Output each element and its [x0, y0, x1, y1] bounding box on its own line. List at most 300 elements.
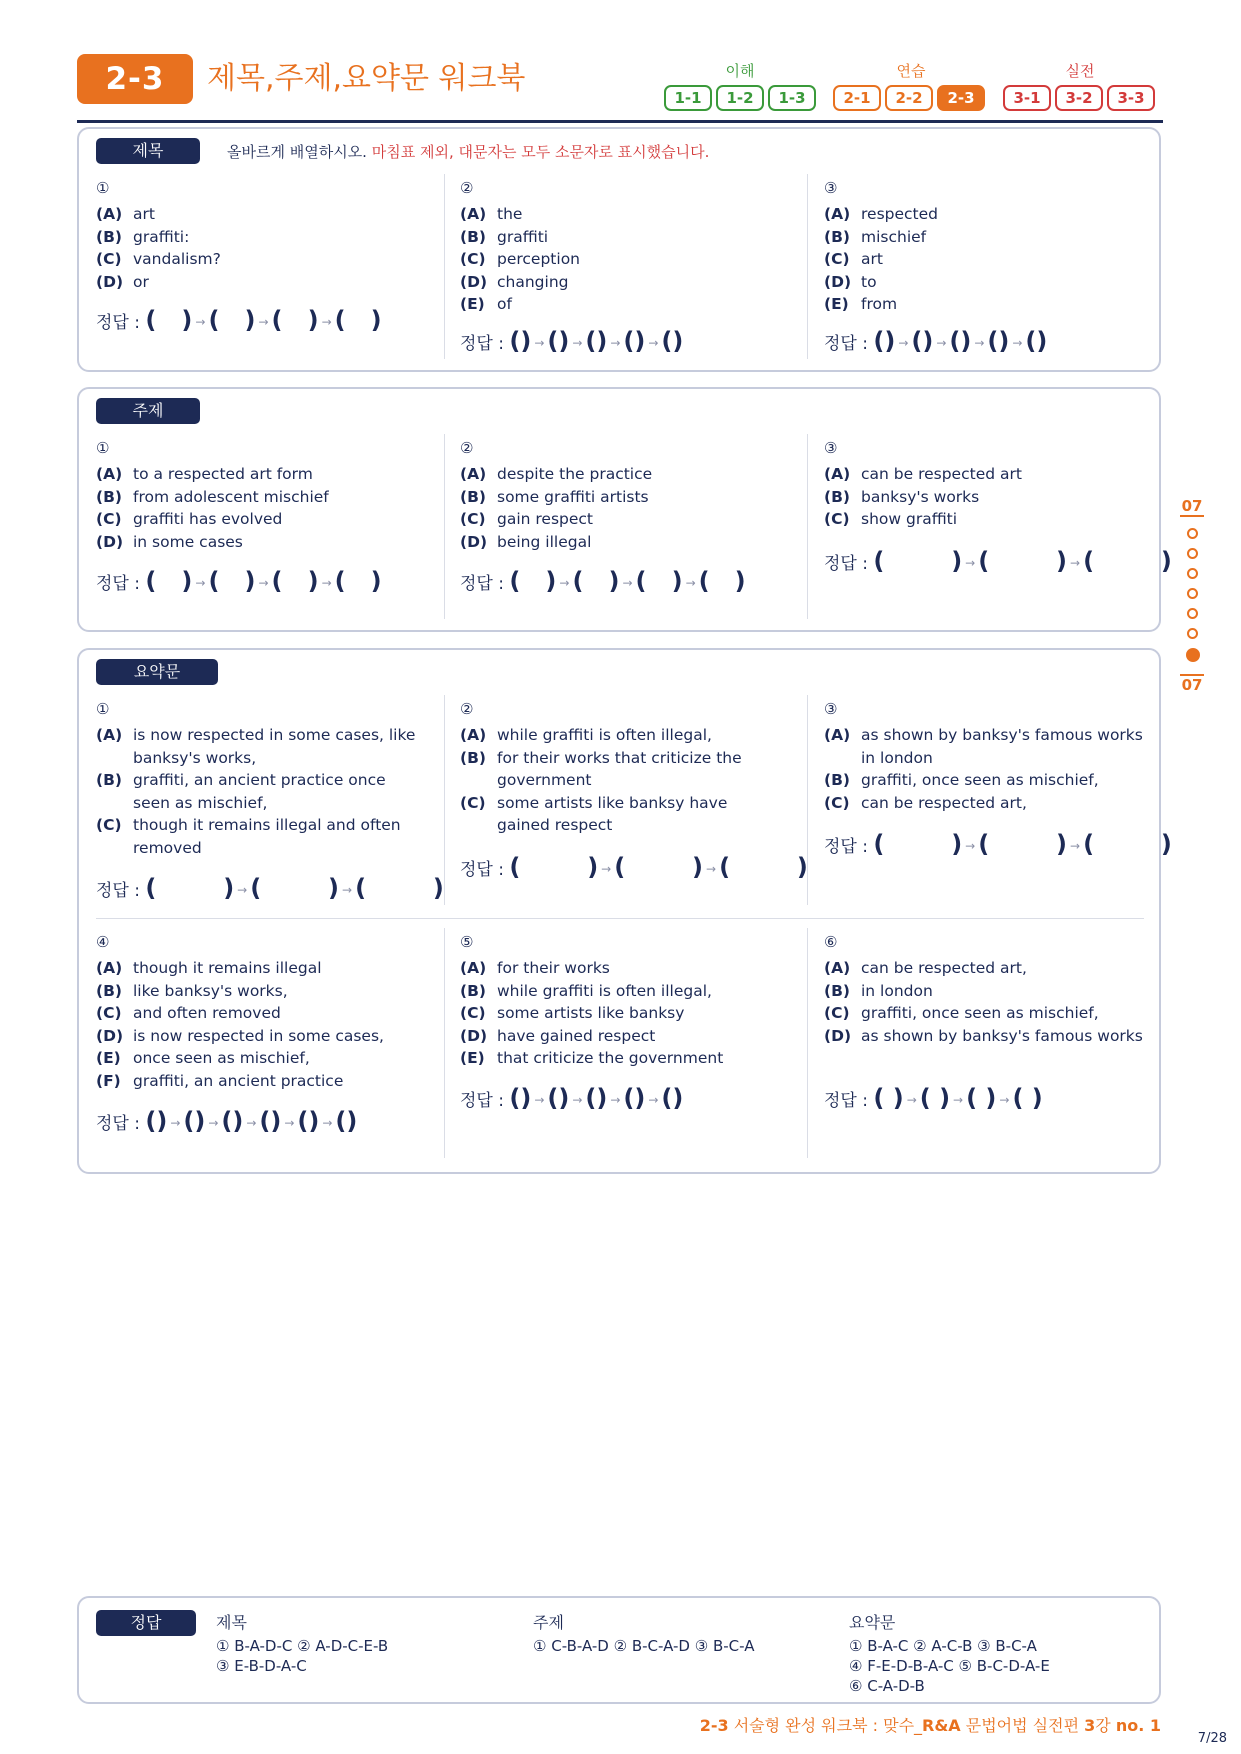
group-label-understand: 이해: [725, 62, 755, 80]
question-number: ③: [824, 179, 838, 197]
question-number: ①: [96, 700, 110, 718]
question-number: ②: [460, 439, 474, 457]
answer-slot[interactable]: (): [335, 1107, 358, 1135]
option-text: graffiti:: [133, 227, 190, 246]
option-letter: (C): [96, 510, 122, 529]
option-letter: (C): [460, 250, 486, 269]
answer-slot[interactable]: (): [1025, 327, 1048, 355]
option-item: [824, 248, 1154, 271]
arrow-icon: →: [559, 576, 570, 590]
option-item: [96, 1047, 426, 1070]
question-block: [96, 179, 426, 293]
answer-key-topic-heading: 주제: [533, 1613, 564, 1632]
arrow-icon: →: [974, 336, 985, 350]
answer-blank[interactable]: [96, 874, 444, 902]
arrow-icon: →: [1070, 839, 1081, 853]
answer-label: 정답 :: [460, 334, 504, 354]
question-block: [460, 179, 790, 316]
option-text: graffiti has evolved: [133, 510, 283, 529]
option-text: for their works: [497, 959, 610, 977]
answer-slot[interactable]: (): [183, 1107, 206, 1135]
section-label-title: 제목: [96, 138, 200, 164]
option-text: despite the practice: [497, 465, 653, 483]
answer-slot[interactable]: ( ): [271, 306, 319, 334]
answer-slot[interactable]: (): [623, 1084, 646, 1112]
option-item: [824, 508, 1154, 531]
option-item: [96, 271, 426, 294]
header-rule: [77, 120, 1163, 123]
answer-blank[interactable]: [824, 547, 1172, 575]
answer-label: 정답 :: [824, 1091, 868, 1111]
answer-blank[interactable]: [824, 1084, 1043, 1112]
answer-label: 정답 :: [96, 1114, 140, 1134]
option-letter: (C): [96, 1004, 122, 1023]
option-item: [460, 980, 790, 1003]
column-divider: [444, 174, 445, 359]
question-number: ④: [96, 933, 110, 951]
arrow-icon: →: [898, 336, 909, 350]
progress-dot: [1187, 628, 1198, 639]
arrow-icon: →: [999, 1093, 1010, 1107]
option-item: [460, 1025, 790, 1048]
answer-slot[interactable]: (): [547, 1084, 570, 1112]
arrow-icon: →: [601, 862, 612, 876]
answer-slot[interactable]: ( ): [509, 853, 599, 881]
option-text: some artists like banksy have gained respect: [497, 793, 728, 835]
arrow-icon: →: [195, 315, 206, 329]
option-item: [824, 271, 1154, 294]
answer-slot[interactable]: (): [873, 327, 896, 355]
answer-slot[interactable]: (): [547, 327, 570, 355]
answer-slot[interactable]: (): [949, 327, 972, 355]
option-letter: (D): [96, 272, 124, 291]
option-text: graffiti, an ancient practice: [133, 1071, 344, 1090]
option-text: as shown by banksy's famous works in london: [861, 726, 1143, 767]
option-letter: (B): [460, 981, 486, 1000]
option-letter: (A): [460, 205, 487, 223]
option-text: changing: [497, 272, 569, 291]
answer-blank[interactable]: [460, 327, 683, 355]
option-item: [824, 957, 1154, 980]
option-text: graffiti, once seen as mischief,: [861, 771, 1099, 790]
option-item: [824, 1025, 1154, 1048]
arrow-icon: →: [648, 336, 659, 350]
option-item: [824, 226, 1154, 249]
answer-slot[interactable]: ( ): [919, 1084, 951, 1112]
option-item: [460, 747, 780, 792]
answer-key-summary-line: ① B-A-C ② A-C-B ③ B-C-A: [849, 1637, 1037, 1655]
column-divider: [444, 695, 445, 905]
option-text: perception: [497, 250, 580, 269]
answer-slot[interactable]: (): [585, 1084, 608, 1112]
option-item: [460, 248, 790, 271]
option-item: [824, 486, 1154, 509]
option-letter: (D): [824, 1026, 852, 1045]
option-item: [96, 814, 416, 859]
answer-blank[interactable]: [460, 567, 746, 595]
page-counter: 7/28: [1197, 1731, 1227, 1746]
question-number: ②: [460, 700, 474, 718]
question-block: [96, 933, 426, 1093]
option-letter: (A): [824, 726, 851, 744]
arrow-icon: →: [610, 1093, 621, 1107]
row-divider: [96, 918, 1144, 919]
option-text: in london: [861, 981, 933, 1000]
option-letter: (A): [96, 205, 123, 223]
arrow-icon: →: [170, 1116, 181, 1130]
option-text: to a respected art form: [133, 465, 313, 483]
option-letter: (C): [824, 1004, 850, 1023]
answer-slot[interactable]: (): [987, 327, 1010, 355]
answer-label: 정답 :: [460, 574, 504, 594]
option-text: as shown by banksy's famous works: [861, 1026, 1143, 1045]
option-letter: (B): [824, 487, 850, 506]
question-block: [460, 700, 780, 837]
option-item: [460, 508, 790, 531]
arrow-icon: →: [706, 862, 717, 876]
option-text: though it remains illegal: [133, 959, 322, 977]
answer-slot[interactable]: ( ): [334, 567, 382, 595]
progress-dot: [1187, 568, 1198, 579]
option-item: [96, 1002, 426, 1025]
arrow-icon: →: [648, 1093, 659, 1107]
option-letter: (B): [96, 771, 122, 790]
option-letter: (D): [460, 532, 488, 551]
option-item: [460, 957, 790, 980]
option-text: or: [133, 272, 149, 291]
option-text: some artists like banksy: [497, 1004, 685, 1023]
page-title: 제목,주제,요약문 워크북: [207, 61, 526, 96]
question-number: ②: [460, 179, 474, 197]
option-text: vandalism?: [133, 250, 221, 269]
option-item: [824, 293, 1154, 316]
arrow-icon: →: [572, 336, 583, 350]
answer-slot[interactable]: ( ): [208, 567, 256, 595]
answer-blank[interactable]: [96, 306, 382, 334]
option-text: show graffiti: [861, 510, 958, 529]
option-letter: (D): [96, 1026, 124, 1045]
question-block: [460, 439, 790, 553]
answer-slot[interactable]: (): [509, 1084, 532, 1112]
column-divider: [444, 928, 445, 1158]
answer-slot[interactable]: ( ): [509, 567, 557, 595]
title-section: [77, 127, 1161, 372]
progress-dot: [1187, 548, 1198, 559]
nav-button-1-2[interactable]: 1-2: [716, 85, 764, 111]
option-letter: (C): [460, 510, 486, 529]
question-block: [96, 439, 426, 553]
answer-slot[interactable]: ( ): [145, 874, 235, 902]
answer-slot[interactable]: (): [145, 1107, 168, 1135]
option-text: of: [497, 295, 512, 314]
answer-slot[interactable]: (): [623, 327, 646, 355]
topic-section: [77, 387, 1172, 632]
answer-slot[interactable]: ( ): [271, 567, 319, 595]
question-block: [460, 933, 790, 1070]
option-text: in some cases: [133, 532, 243, 551]
option-text: while graffiti is often illegal,: [497, 981, 712, 1000]
option-letter: (D): [96, 532, 124, 551]
question-block: [824, 933, 1154, 1047]
option-text: graffiti: [497, 227, 549, 246]
option-letter: (B): [460, 227, 486, 246]
option-text: for their works that criticize the government: [497, 748, 742, 790]
arrow-icon: →: [965, 556, 976, 570]
answer-slot[interactable]: (): [661, 327, 684, 355]
option-letter: (E): [96, 1049, 121, 1068]
option-item: [460, 531, 790, 554]
answer-key-box: [77, 1596, 1161, 1704]
answer-slot[interactable]: ( ): [250, 874, 340, 902]
option-text: art: [133, 205, 155, 223]
answer-slot[interactable]: (): [221, 1107, 244, 1135]
option-text: mischief: [861, 227, 927, 246]
answer-slot[interactable]: ( ): [614, 853, 704, 881]
progress-dot: [1187, 528, 1198, 539]
option-letter: (A): [460, 465, 487, 483]
option-text: the: [497, 205, 523, 223]
option-text: is now respected in some cases, like banksy's works,: [133, 726, 416, 767]
option-letter: (A): [460, 959, 487, 977]
option-letter: (A): [96, 726, 123, 744]
option-item: [460, 226, 790, 249]
option-text: art: [861, 250, 883, 269]
answer-slot[interactable]: ( ): [873, 547, 963, 575]
option-item: [96, 1070, 426, 1093]
answer-slot[interactable]: ( ): [1083, 830, 1172, 858]
answer-slot[interactable]: (): [509, 327, 532, 355]
answer-blank[interactable]: [824, 327, 1047, 355]
question-number: ⑥: [824, 933, 838, 951]
nav-button-2-2[interactable]: 2-2: [885, 85, 933, 111]
arrow-icon: →: [258, 576, 269, 590]
lesson-number-badge: 2-3: [77, 54, 193, 104]
arrow-icon: →: [953, 1093, 964, 1107]
option-letter: (B): [824, 771, 850, 790]
answer-label: 정답 :: [96, 881, 140, 901]
answer-blank[interactable]: [824, 830, 1172, 858]
answer-slot[interactable]: ( ): [719, 853, 808, 881]
answer-label: 정답 :: [824, 334, 868, 354]
option-letter: (A): [460, 726, 487, 744]
answer-key-summary-line: ⑥ C-A-D-B: [849, 1677, 925, 1695]
answer-slot[interactable]: ( ): [873, 830, 963, 858]
answer-blank[interactable]: [460, 853, 808, 881]
section-label-summary: 요약문: [96, 659, 218, 685]
section-label-topic: 주제: [96, 398, 200, 424]
answer-slot[interactable]: ( ): [208, 306, 256, 334]
option-item: [96, 1025, 426, 1048]
nav-button-1-3[interactable]: 1-3: [768, 85, 816, 111]
summary-section: [77, 648, 1172, 1174]
option-letter: (E): [460, 295, 485, 314]
answer-slot[interactable]: ( ): [334, 306, 382, 334]
arrow-icon: →: [534, 336, 545, 350]
answer-label: 정답 :: [460, 1091, 504, 1111]
option-item: [460, 203, 790, 226]
column-divider: [444, 434, 445, 619]
arrow-icon: →: [322, 1116, 333, 1130]
answer-slot[interactable]: ( ): [635, 567, 683, 595]
option-item: [96, 769, 416, 814]
option-letter: (C): [824, 793, 850, 812]
nav-button-2-3-active[interactable]: 2-3: [937, 85, 985, 111]
option-letter: (B): [460, 748, 486, 767]
option-letter: (C): [460, 793, 486, 812]
option-item: [824, 980, 1154, 1003]
option-item: [96, 980, 426, 1003]
answer-key-title-heading: 제목: [216, 1613, 247, 1632]
option-item: [96, 508, 426, 531]
answer-slot[interactable]: (): [585, 327, 608, 355]
option-item: [460, 463, 790, 486]
answer-label: 정답 :: [96, 313, 140, 333]
question-block: [824, 179, 1154, 316]
option-letter: (B): [824, 981, 850, 1000]
option-item: [824, 463, 1154, 486]
answer-key-topic-line: ① C-B-A-D ② B-C-A-D ③ B-C-A: [533, 1637, 755, 1655]
nav-button-3-3[interactable]: 3-3: [1107, 85, 1155, 111]
option-item: [824, 1002, 1154, 1025]
answer-blank[interactable]: [96, 567, 382, 595]
answer-slot[interactable]: ( ): [978, 830, 1068, 858]
answer-slot[interactable]: ( ): [873, 1084, 904, 1112]
option-item: [96, 957, 426, 980]
option-text: have gained respect: [497, 1026, 656, 1045]
side-page-number-top: 07: [1181, 497, 1203, 515]
arrow-icon: →: [321, 315, 332, 329]
answer-key-summary-line: ④ F-E-D-B-A-C ⑤ B-C-D-A-E: [849, 1657, 1050, 1675]
option-text: can be respected art,: [861, 793, 1027, 812]
arrow-icon: →: [284, 1116, 295, 1130]
answer-slot[interactable]: (): [911, 327, 934, 355]
side-page-number-bottom: 07: [1181, 676, 1203, 694]
answer-slot[interactable]: ( ): [1083, 547, 1172, 575]
option-letter: (E): [460, 1049, 485, 1068]
arrow-icon: →: [208, 1116, 219, 1130]
option-item: [96, 724, 416, 769]
option-text: graffiti, once seen as mischief,: [861, 1004, 1099, 1023]
option-item: [96, 203, 426, 226]
option-text: respected: [861, 205, 938, 223]
option-item: [460, 792, 780, 837]
answer-slot[interactable]: (): [297, 1107, 320, 1135]
arrow-icon: →: [342, 883, 353, 897]
group-label-real: 실전: [1065, 62, 1095, 80]
arrow-icon: →: [622, 576, 633, 590]
answer-slot[interactable]: ( ): [1012, 1084, 1043, 1112]
arrow-icon: →: [1070, 556, 1081, 570]
option-text: being illegal: [497, 532, 592, 551]
nav-button-3-2[interactable]: 3-2: [1055, 85, 1103, 111]
option-item: [460, 724, 780, 747]
answer-slot[interactable]: (): [661, 1084, 684, 1112]
answer-slot[interactable]: ( ): [145, 567, 193, 595]
question-block: [824, 700, 1144, 814]
option-text: some graffiti artists: [497, 487, 649, 506]
answer-slot[interactable]: ( ): [355, 874, 444, 902]
option-letter: (A): [824, 465, 851, 483]
nav-button-2-1[interactable]: 2-1: [833, 85, 881, 111]
option-letter: (B): [824, 227, 850, 246]
option-letter: (A): [824, 205, 851, 223]
answer-slot[interactable]: ( ): [978, 547, 1068, 575]
option-letter: (A): [96, 465, 123, 483]
arrow-icon: →: [936, 336, 947, 350]
arrow-icon: →: [906, 1093, 917, 1107]
answer-slot[interactable]: (): [259, 1107, 282, 1135]
option-text: though it remains illegal and often removed: [133, 816, 401, 857]
answer-key-label: 정답: [96, 1610, 196, 1636]
arrow-icon: →: [534, 1093, 545, 1107]
option-letter: (B): [96, 487, 122, 506]
progress-dot: [1187, 588, 1198, 599]
option-item: [460, 486, 790, 509]
question-number: ③: [824, 700, 838, 718]
option-text: while graffiti is often illegal,: [497, 726, 712, 744]
option-letter: (F): [96, 1071, 121, 1090]
nav-button-3-1[interactable]: 3-1: [1003, 85, 1051, 111]
progress-dot: [1187, 608, 1198, 619]
question-number: ⑤: [460, 933, 474, 951]
answer-slot[interactable]: ( ): [572, 567, 620, 595]
arrow-icon: →: [572, 1093, 583, 1107]
option-text: that criticize the government: [497, 1049, 724, 1068]
answer-slot[interactable]: ( ): [966, 1084, 997, 1112]
option-letter: (B): [96, 227, 122, 246]
option-letter: (D): [824, 272, 852, 291]
arrow-icon: →: [1012, 336, 1023, 350]
option-text: is now respected in some cases,: [133, 1026, 384, 1045]
arrow-icon: →: [321, 576, 332, 590]
option-item: [824, 792, 1144, 815]
option-letter: (A): [824, 959, 851, 977]
option-letter: (E): [824, 295, 849, 314]
arrow-icon: →: [965, 839, 976, 853]
option-item: [96, 486, 426, 509]
answer-key-title-line: ③ E-B-D-A-C: [216, 1657, 307, 1675]
arrow-icon: →: [685, 576, 696, 590]
answer-slot[interactable]: ( ): [145, 306, 193, 334]
option-letter: (C): [824, 510, 850, 529]
option-text: from adolescent mischief: [133, 487, 329, 506]
nav-button-1-1[interactable]: 1-1: [664, 85, 712, 111]
option-text: and often removed: [133, 1004, 281, 1023]
answer-slot[interactable]: ( ): [698, 567, 746, 595]
option-text: gain respect: [497, 510, 594, 529]
option-item: [824, 203, 1154, 226]
column-divider: [807, 174, 808, 359]
answer-label: 정답 :: [96, 574, 140, 594]
option-text: can be respected art: [861, 465, 1022, 483]
answer-blank[interactable]: [460, 1084, 683, 1112]
group-label-practice: 연습: [896, 62, 926, 80]
footer-text: 2-3 서술형 완성 워크북 : 맞수_R&A 문법어법 실전편 3강 no. 1: [699, 1716, 1161, 1735]
option-letter: (B): [96, 981, 122, 1000]
option-letter: (D): [460, 272, 488, 291]
option-letter: (C): [96, 816, 122, 835]
option-letter: (D): [460, 1026, 488, 1045]
option-letter: (A): [96, 959, 123, 977]
arrow-icon: →: [246, 1116, 257, 1130]
answer-label: 정답 :: [824, 837, 868, 857]
answer-blank[interactable]: [96, 1107, 357, 1135]
option-letter: (C): [460, 1004, 486, 1023]
option-text: once seen as mischief,: [133, 1049, 310, 1068]
arrow-icon: →: [195, 576, 206, 590]
option-item: [96, 248, 426, 271]
option-item: [460, 293, 790, 316]
